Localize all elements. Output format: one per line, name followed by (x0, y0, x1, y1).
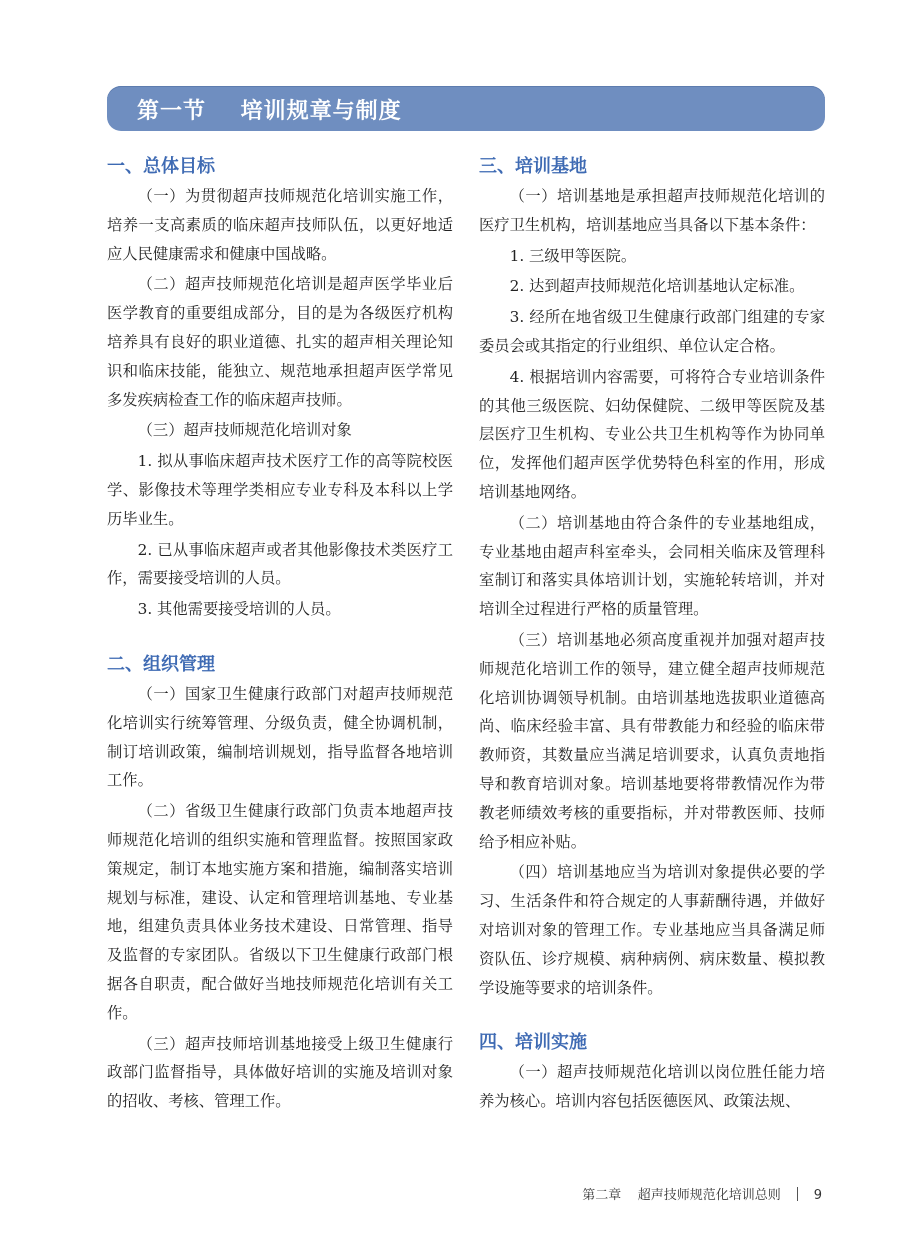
paragraph: （一）国家卫生健康行政部门对超声技师规范化培训实行统筹管理、分级负责，健全协调机制，制订培训政策，编制培训规划，指导监督各地培训工作。 (107, 684, 453, 790)
paragraph: （三）超声技师培训基地接受上级卫生健康行政部门监督指导，具体做好培训的实施及培训对象的招收、考核、管理工作。 (107, 1034, 453, 1111)
paragraph: （三）培训基地必须高度重视并加强对超声技师规范化培训工作的领导，建立健全超声技师规范化培训协调领导机制。由培训基地选拔职业道德高尚、临床经验丰富、具有带教能力和经验的临床带教师资，其数量应当满足培训要求，认真负责地指导和教育培训对象。培训基地要将带教情况作为带教老师绩效考核的重要指标，并对带教医师、技师给予相应补贴。 (479, 630, 825, 851)
paragraph: （四）培训基地应当为培训对象提供必要的学习、生活条件和符合规定的人事薪酬待遇，并做好对培训对象的管理工作。专业基地应当具备满足师资队伍、诊疗规模、病种病例、病床数量、模拟教学设施等要求的培训条件。 (479, 863, 825, 997)
section-title: 第一节 培训规章与制度 (137, 99, 402, 124)
list-item: 1. 拟从事临床超声技术医疗工作的高等院校医学、影像技术等理学类相应专业专科及本科以上学历毕业生。 (107, 452, 453, 528)
paragraph: （一）超声技师规范化培训以岗位胜任能力培养为核心。培训内容包括医德医风、政策法规、 (479, 1063, 825, 1111)
page-footer (582, 1184, 822, 1203)
list-item: 3. 其他需要接受培训的人员。 (137, 600, 341, 619)
list-item: 2. 已从事临床超声或者其他影像技术类医疗工作，需要接受培训的人员。 (107, 540, 453, 588)
paragraph: （一）为贯彻超声技师规范化培训实施工作，培养一支高素质的临床超声技师队伍，以更好地适应人民健康需求和健康中国战略。 (107, 187, 453, 263)
heading-organization: 二、组织管理 (107, 653, 215, 675)
heading-overall-goals: 一、总体目标 (107, 156, 215, 177)
footer-divider (797, 1187, 798, 1201)
list-item: 1. 三级甲等医院。 (509, 246, 637, 265)
right-column (479, 152, 825, 1118)
left-column (107, 152, 453, 1118)
list-item: 3. 经所在地省级卫生健康行政部门组建的专家委员会或其指定的行业组织、单位认定合格。 (479, 308, 825, 355)
list-item: 2. 达到超声技师规范化培训基地认定标准。 (509, 277, 805, 296)
paragraph: （二）超声技师规范化培训是超声医学毕业后医学教育的重要组成部分，目的是为各级医疗机构培养具有良好的职业道德、扎实的超声相关理论知识和临床技能，能独立、规范地承担超声医学常见多发疾病检查工作的临床超声技师。 (107, 275, 453, 409)
paragraph: （一）培训基地是承担超声技师规范化培训的医疗卫生机构，培训基地应当具备以下基本条件： (479, 187, 825, 234)
paragraph: （二）培训基地由符合条件的专业基地组成，专业基地由超声科室牵头，会同相关临床及管理科室制订和落实具体培训计划，实施轮转培训，并对培训全过程进行严格的质量管理。 (479, 513, 825, 619)
paragraph: （三）超声技师规范化培训对象 (137, 421, 352, 440)
heading-training-base: 三、培训基地 (479, 156, 587, 177)
list-item: 4. 根据培训内容需要，可将符合专业培训条件的其他三级医院、妇幼保健院、二级甲等医院及基层医疗卫生机构、专业公共卫生机构等作为协同单位，发挥他们超声医学优势特色科室的作用，形成培训基地网络。 (479, 367, 825, 501)
heading-training-implementation: 四、培训实施 (479, 1032, 587, 1054)
page-number: 9 (813, 1188, 822, 1203)
paragraph: （二）省级卫生健康行政部门负责本地超声技师规范化培训的组织实施和管理监督。按照国家政策规定，制订本地实施方案和措施，编制落实培训规划与标准，建设、认定和管理培训基地、专业基地，组建负责具体业务技术建设、日常管理、指导及监督的专家团队。省级以下卫生健康行政部门根据各自职责，配合做好当地技师规范化培训有关工作。 (107, 802, 453, 1022)
chapter-title: 第二章 超声技师规范化培训总则 (582, 1188, 781, 1203)
section-banner (107, 86, 825, 131)
